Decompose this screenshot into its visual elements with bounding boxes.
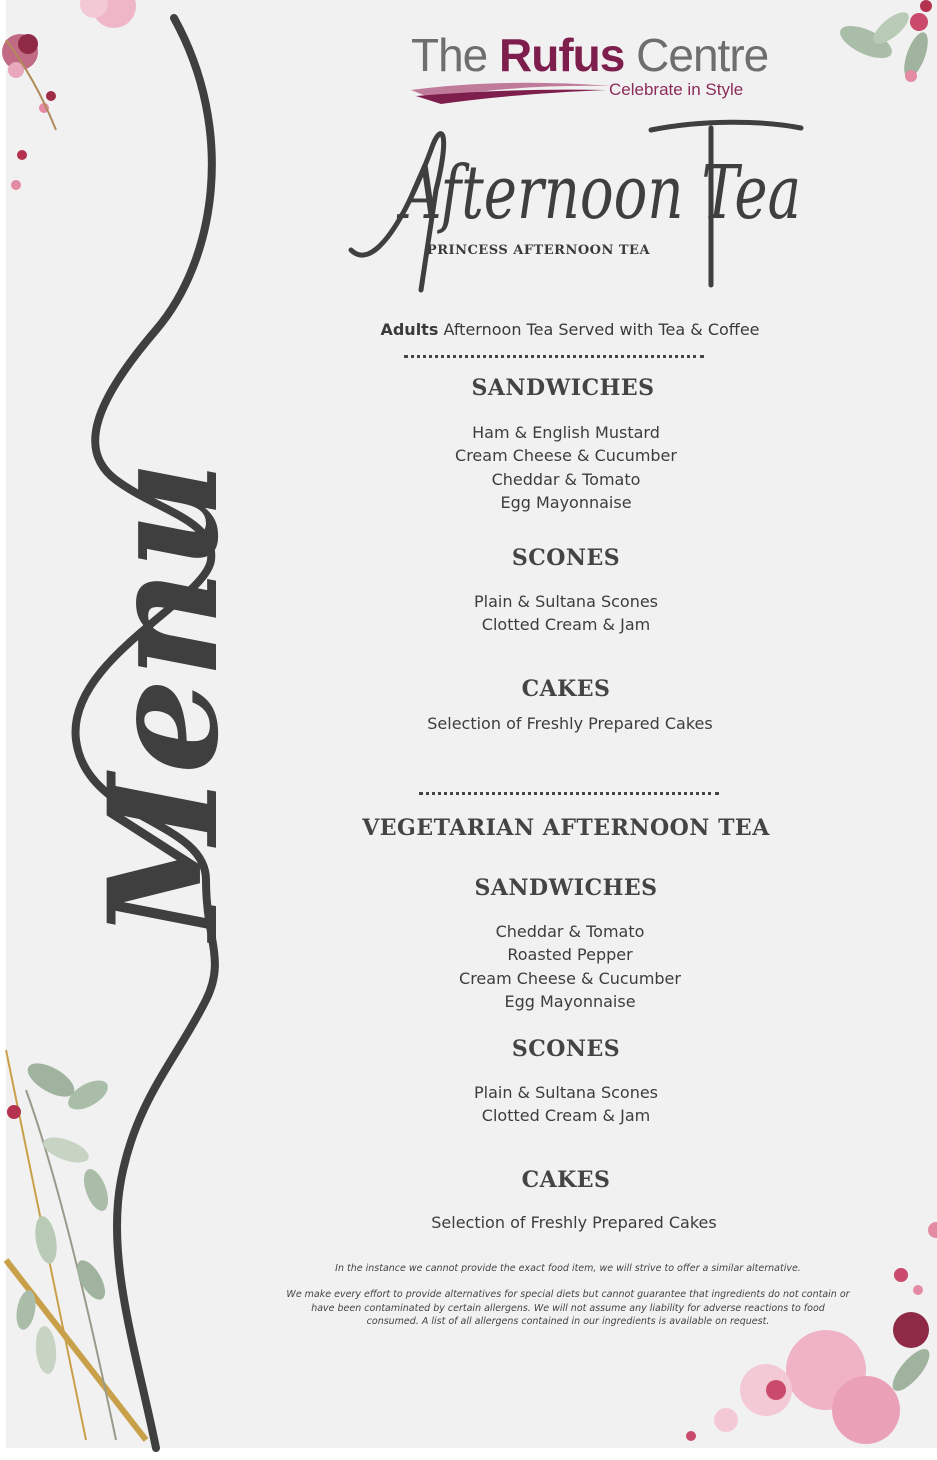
logo-centre: Centre	[636, 29, 769, 81]
list-item: Cream Cheese & Cucumber	[455, 446, 677, 466]
allergen-disclaimer	[268, 1288, 868, 1329]
logo-rufus: Rufus	[499, 29, 625, 81]
menu-script-text: Menu	[76, 460, 252, 940]
disclaimer-line-2: have been contaminated by certain allergens. We will not assume any liability for adverse reactions to food	[311, 1302, 825, 1314]
list-item: Cheddar & Tomato	[495, 922, 645, 941]
vegetarian-sandwiches-heading: SANDWICHES	[474, 875, 658, 901]
vegetarian-cakes-heading: CAKES	[521, 1167, 611, 1193]
list-item: Clotted Cream & Jam	[481, 615, 651, 635]
list-item: Cheddar & Tomato	[491, 469, 641, 489]
disclaimer-line-3: consumed. A list of all allergens contained in our ingredients is available on request.	[366, 1316, 770, 1327]
list-item: Selection of Freshly Prepared Cakes	[431, 1213, 717, 1232]
bottom-right-flowers-icon	[686, 1222, 937, 1444]
top-left-flowers-icon	[2, 0, 136, 190]
bottom-left-leaves-icon	[6, 1050, 146, 1440]
princess-cakes-list	[370, 712, 770, 735]
princess-subtitle: PRINCESS AFTERNOON TEA	[426, 243, 651, 258]
intro-bold: Adults	[380, 320, 439, 339]
top-right-leaves-icon	[836, 0, 933, 82]
rufus-centre-logo	[411, 29, 769, 110]
vegetarian-title: VEGETARIAN AFTERNOON TEA	[362, 815, 770, 841]
vegetarian-sandwiches-list	[370, 920, 770, 1014]
divider-top	[404, 355, 704, 358]
intro-rest: Afternoon Tea Served with Tea & Coffee	[443, 320, 760, 339]
afternoon-tea-script-title	[341, 110, 811, 300]
princess-scones-heading: SCONES	[511, 545, 621, 571]
list-item: Clotted Cream & Jam	[481, 1106, 651, 1126]
list-item: Plain & Sultana Scones	[473, 1083, 659, 1102]
princess-sandwiches-list	[366, 421, 766, 515]
vegetarian-cakes-list	[374, 1211, 774, 1234]
list-item: Plain & Sultana Scones	[473, 592, 659, 611]
title-script-text: Afternoon Tea	[396, 150, 801, 236]
divider-middle	[419, 792, 719, 795]
list-item: Egg Mayonnaise	[504, 992, 636, 1012]
list-item: Egg Mayonnaise	[500, 493, 632, 513]
vegetarian-scones-list	[366, 1081, 766, 1128]
list-item: Roasted Pepper	[507, 945, 633, 965]
menu-page	[6, 0, 937, 1448]
vegetarian-scones-heading: SCONES	[511, 1036, 621, 1062]
disclaimer-line-1: We make every effort to provide alternatives for special diets but cannot guarantee that ingredients do not contain or	[286, 1289, 850, 1300]
list-item: Ham & English Mustard	[472, 423, 660, 442]
list-item: Selection of Freshly Prepared Cakes	[427, 714, 713, 733]
logo-the: The	[411, 29, 488, 81]
logo-tagline: Celebrate in Style	[609, 80, 744, 99]
princess-cakes-heading: CAKES	[521, 676, 611, 702]
logo-swoosh-icon	[411, 78, 611, 108]
list-item: Cream Cheese & Cucumber	[459, 968, 681, 988]
princess-scones-list	[366, 590, 766, 637]
intro-line	[330, 320, 810, 339]
substitution-note: In the instance we cannot provide the exact food item, we will strive to offer a similar alternative.	[335, 1263, 801, 1274]
princess-sandwiches-heading: SANDWICHES	[471, 375, 655, 401]
